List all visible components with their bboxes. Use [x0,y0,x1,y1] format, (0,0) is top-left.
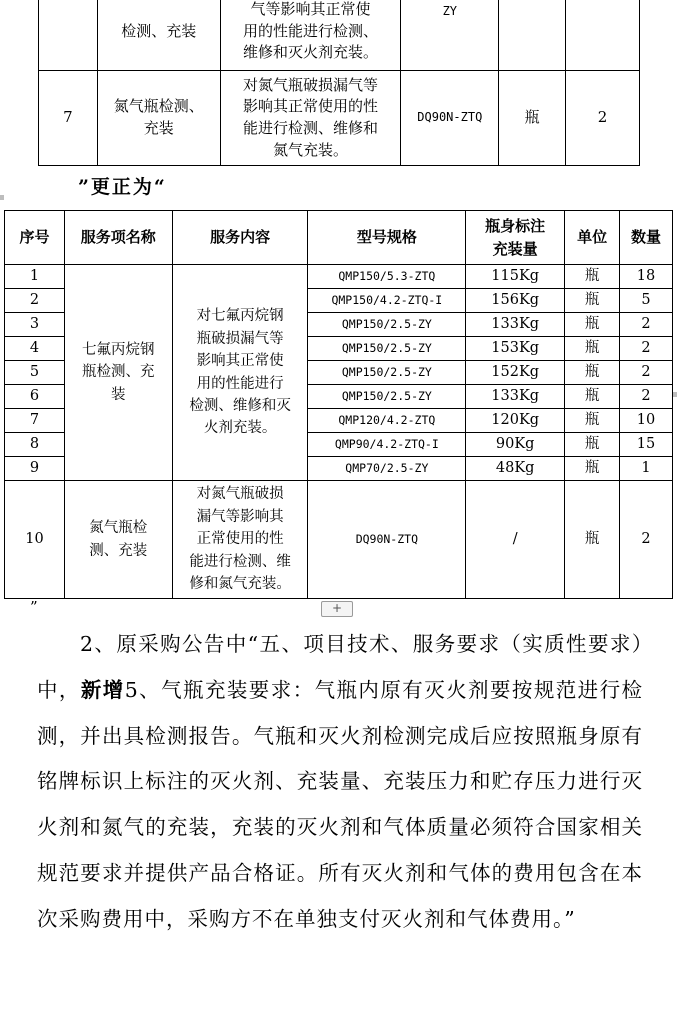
row-model: QMP90/4.2-ZTQ-I [308,433,466,457]
row-qty: 2 [620,313,673,337]
table-row [5,265,673,289]
row-charge: 90Kg [466,433,565,457]
row-unit: 瓶 [565,313,620,337]
row-qty: 18 [620,265,673,289]
prev-row7-model: DQ90N-ZTQ [401,71,499,166]
row-model: QMP150/5.3-ZTQ [308,265,466,289]
row-no: 1 [5,265,65,289]
prev-row6-qty [566,0,640,71]
previous-table [38,0,640,166]
row-qty: 2 [620,361,673,385]
header-charge: 瓶身标注 充装量 [466,211,565,265]
row-unit: 瓶 [565,409,620,433]
row-no: 7 [5,409,65,433]
header-content: 服务内容 [172,211,308,265]
row-no: 2 [5,289,65,313]
row-no: 3 [5,313,65,337]
group1-content: 对七氟丙烷钢 瓶破损漏气等 影响其正常使 用的性能进行 检测、维修和灭 火剂充装。 [172,265,308,481]
prev-row7-unit: 瓶 [499,71,566,166]
row10-no: 10 [5,481,65,599]
row-charge: 133Kg [466,385,565,409]
prev-row6-content: 气等影响其正常使 用的性能进行检测、 维修和灭火剂充装。 [220,0,401,71]
row10-unit: 瓶 [565,481,620,599]
group1-name: 七氟丙烷钢 瓶检测、充 装 [64,265,172,481]
row-charge: 133Kg [466,313,565,337]
row-charge: 120Kg [466,409,565,433]
prev-row7-qty: 2 [566,71,640,166]
prev-row6-unit [499,0,566,71]
corrected-table [4,210,673,599]
header-model: 型号规格 [308,211,466,265]
row-unit: 瓶 [565,289,620,313]
header-name: 服务项名称 [64,211,172,265]
row-no: 9 [5,457,65,481]
row-model: QMP150/4.2-ZTQ-I [308,289,466,313]
prev-row7-content: 对氮气瓶破损漏气等 影响其正常使用的性 能进行检测、维修和 氮气充装。 [220,71,401,166]
row-unit: 瓶 [565,361,620,385]
correction-heading: ”更正为“ [78,176,167,198]
header-qty: 数量 [620,211,673,265]
end-quote: ” [30,598,38,616]
row-no: 8 [5,433,65,457]
table-row [39,71,640,166]
row-no: 6 [5,385,65,409]
row-unit: 瓶 [565,433,620,457]
body-paragraph [37,622,643,943]
paragraph-text-end: 5、气瓶充装要求：气瓶内原有灭火剂要按规范进行检测，并出具检测报告。气瓶和灭火剂检测完成后应按照瓶身原有铭牌标识上标注的灭火剂、充装量、充装压力和贮存压力进行灭火剂和氮气的充装，充装的灭火剂和气体质量必须符合国家相关规范要求并提供产品合格证。所有灭火剂和气体的费用包含在本次采购费用中，采购方不在单独支付灭火剂和气体费用。” [37,677,644,931]
header-no: 序号 [5,211,65,265]
row-qty: 2 [620,385,673,409]
row-unit: 瓶 [565,385,620,409]
row-model: QMP150/2.5-ZY [308,385,466,409]
row10-name: 氮气瓶检 测、充装 [64,481,172,599]
row-charge: 48Kg [466,457,565,481]
table-resize-handle[interactable] [673,392,677,397]
row-unit: 瓶 [565,457,620,481]
row-model: QMP150/2.5-ZY [308,313,466,337]
row-model: QMP150/2.5-ZY [308,361,466,385]
row-no: 5 [5,361,65,385]
row10-model: DQ90N-ZTQ [308,481,466,599]
row-model: QMP120/4.2-ZTQ [308,409,466,433]
row-charge: 153Kg [466,337,565,361]
prev-row6-no [39,0,98,71]
table-move-handle[interactable] [0,195,4,200]
row-charge: 156Kg [466,289,565,313]
row10-charge: / [466,481,565,599]
prev-row6-model: ZY [401,0,499,71]
table-row [39,0,640,71]
prev-row6-name: 检测、充装 [97,0,220,71]
row-qty: 5 [620,289,673,313]
row-charge: 152Kg [466,361,565,385]
add-row-button[interactable]: + [321,601,353,617]
row-unit: 瓶 [565,337,620,361]
row-unit: 瓶 [565,265,620,289]
paragraph-bold-text: 新增 [80,677,125,702]
row-charge: 115Kg [466,265,565,289]
row-qty: 1 [620,457,673,481]
prev-row7-name: 氮气瓶检测、 充装 [97,71,220,166]
prev-row7-no: 7 [39,71,98,166]
header-unit: 单位 [565,211,620,265]
row10-content: 对氮气瓶破损 漏气等影响其 正常使用的性 能进行检测、维 修和氮气充装。 [172,481,308,599]
row-qty: 10 [620,409,673,433]
paragraph-text-start: 2、原采购公告中“五、项目技术、服务要求（实质性要求）中， [37,632,643,702]
row-no: 4 [5,337,65,361]
row-qty: 2 [620,337,673,361]
row10-qty: 2 [620,481,673,599]
row-model: QMP70/2.5-ZY [308,457,466,481]
row-model: QMP150/2.5-ZY [308,337,466,361]
table-row [5,481,673,599]
header-row [5,211,673,265]
row-qty: 15 [620,433,673,457]
